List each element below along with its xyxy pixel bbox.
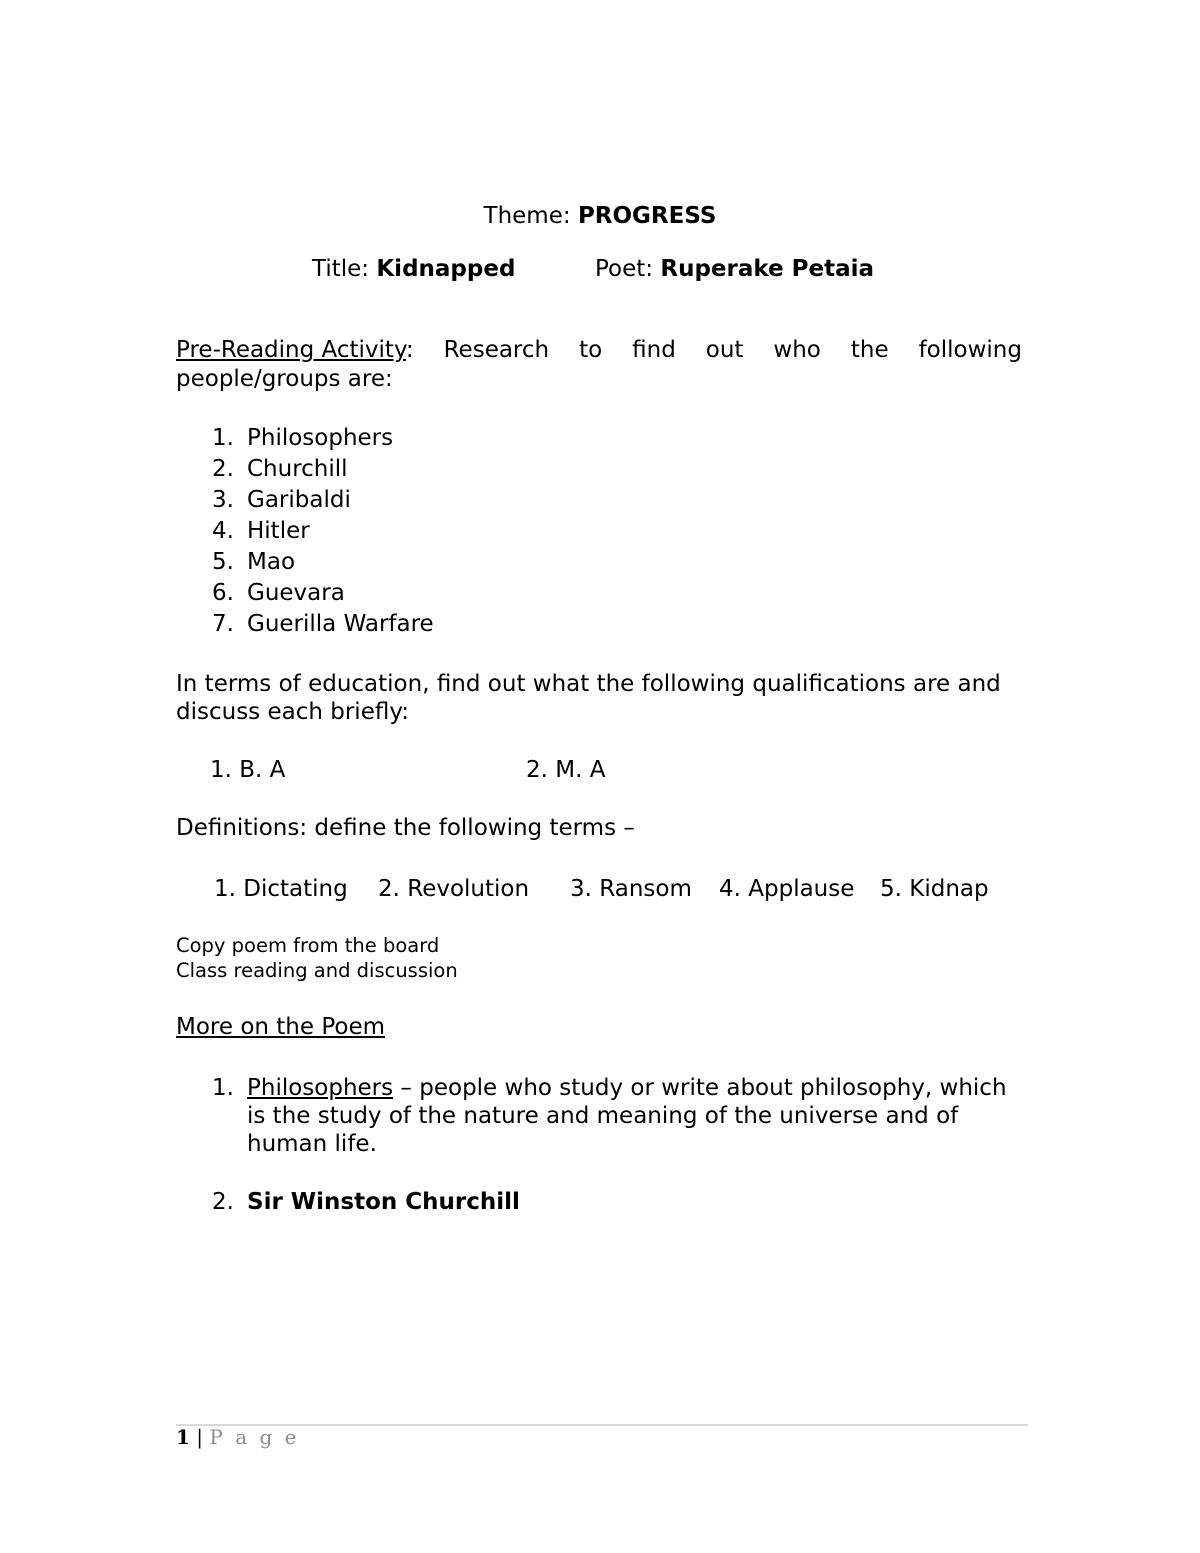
list-item xyxy=(212,548,434,579)
list-text: Churchill xyxy=(247,456,348,482)
education-line-2: discuss each briefly: xyxy=(176,699,410,725)
definition-term: 5. Kidnap xyxy=(880,876,989,902)
instruction-word: the xyxy=(850,337,889,363)
education-line-1: In terms of education, find out what the following qualifications are and xyxy=(176,671,1001,697)
theme-label: Theme: xyxy=(483,203,571,229)
list-item xyxy=(212,579,434,610)
list-number: 4. xyxy=(212,518,234,544)
list-item xyxy=(212,1188,1032,1216)
definition-term: 3. Ransom xyxy=(570,876,692,902)
list-text: Guevara xyxy=(247,580,345,606)
list-text: Garibaldi xyxy=(247,487,351,513)
list-item xyxy=(212,424,434,455)
people-list xyxy=(212,424,434,641)
page-footer xyxy=(176,1425,299,1449)
pre-reading-line-2: people/groups are: xyxy=(176,366,393,392)
instruction-word: to xyxy=(579,337,603,363)
pre-reading-heading-wrap: Pre-Reading Activity: xyxy=(176,337,414,363)
pre-reading-heading: Pre-Reading Activity xyxy=(176,337,406,363)
page-number: 1 xyxy=(176,1425,190,1449)
list-item xyxy=(212,1074,1032,1158)
list-item xyxy=(212,517,434,548)
poet-label: Poet: xyxy=(595,256,654,282)
instruction-copy-poem: Copy poem from the board xyxy=(176,934,440,957)
instruction-class-reading: Class reading and discussion xyxy=(176,959,458,982)
pre-reading-line-1 xyxy=(176,336,1022,365)
footer-separator: | xyxy=(196,1425,204,1449)
definition-term: 1. Dictating xyxy=(214,876,348,902)
list-text: Hitler xyxy=(247,518,310,544)
list-number: 7. xyxy=(212,611,234,637)
instruction-word: who xyxy=(773,337,821,363)
list-number: 3. xyxy=(212,487,234,513)
footer-divider xyxy=(176,1424,1028,1426)
page-label: P a g e xyxy=(209,1425,300,1449)
theme-line xyxy=(0,203,1200,229)
definition-term: 2. Revolution xyxy=(378,876,530,902)
churchill-heading: Sir Winston Churchill xyxy=(247,1189,520,1215)
definition-term: 4. Applause xyxy=(719,876,855,902)
instruction-word: find xyxy=(632,337,676,363)
education-instruction xyxy=(176,670,1026,726)
instruction-word: following xyxy=(918,337,1022,363)
philosophers-term: Philosophers xyxy=(247,1075,394,1101)
more-on-poem-heading: More on the Poem xyxy=(176,1014,386,1040)
qualification-item: 2. M. A xyxy=(526,757,606,783)
list-number: 1. xyxy=(212,425,234,451)
definitions-heading: Definitions: define the following terms – xyxy=(176,815,635,841)
poet-field xyxy=(595,256,874,282)
list-number: 2. xyxy=(212,1189,234,1215)
more-on-poem-list xyxy=(212,1074,1032,1216)
list-item xyxy=(212,455,434,486)
list-number: 1. xyxy=(212,1075,234,1101)
poet-value: Ruperake Petaia xyxy=(660,256,875,282)
list-text: Philosophers xyxy=(247,425,394,451)
instruction-word: Research xyxy=(443,337,550,363)
philosophers-definition xyxy=(247,1074,1027,1158)
pre-reading-instruction xyxy=(176,336,1022,394)
list-text: Mao xyxy=(247,549,296,575)
title-field xyxy=(312,256,515,282)
title-label: Title: xyxy=(312,256,370,282)
philosophers-definition-text: – people who study or write about philosophy, which is the study of the nature and meaning of the universe and of human life. xyxy=(247,1075,1007,1157)
list-text: Guerilla Warfare xyxy=(247,611,434,637)
theme-value: PROGRESS xyxy=(577,203,717,229)
list-item xyxy=(212,610,434,641)
list-number: 5. xyxy=(212,549,234,575)
instruction-word: out xyxy=(705,337,744,363)
list-number: 6. xyxy=(212,580,234,606)
list-item xyxy=(212,486,434,517)
title-value: Kidnapped xyxy=(376,256,516,282)
list-number: 2. xyxy=(212,456,234,482)
qualification-item: 1. B. A xyxy=(210,757,286,783)
